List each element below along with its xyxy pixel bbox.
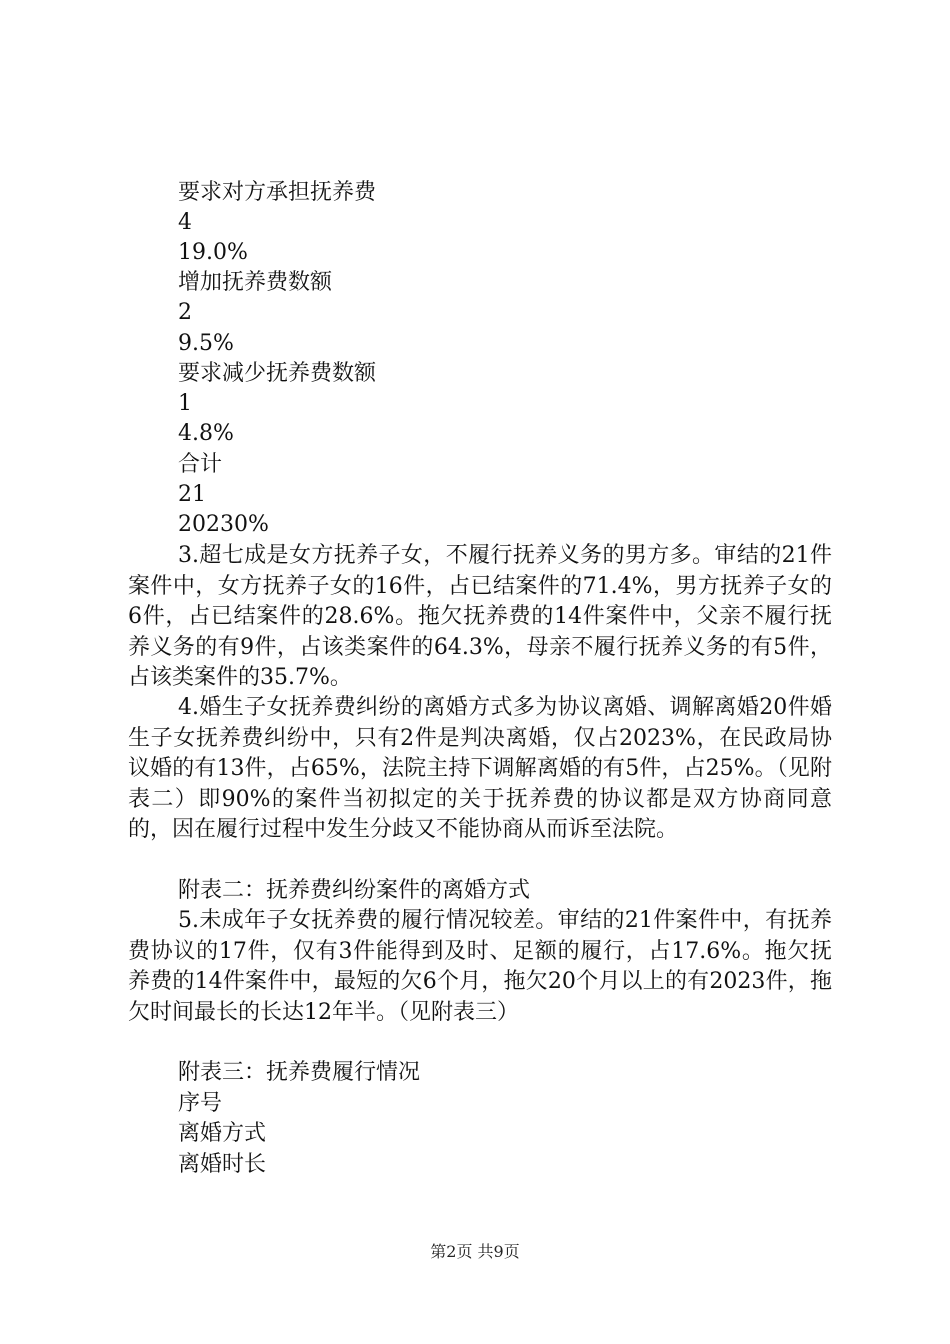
table-cell: 1 — [178, 391, 192, 416]
table-header-cell: 离婚时长 — [178, 1152, 267, 1177]
table-cell: 增加抚养费数额 — [178, 270, 333, 295]
table-2-caption: 附表二：抚养费纠纷案件的离婚方式 — [178, 878, 531, 903]
table-cell: 4.8% — [178, 421, 234, 446]
table-cell: 21 — [178, 482, 206, 507]
table-cell: 要求减少抚养费数额 — [178, 361, 377, 386]
table-header-cell: 离婚方式 — [178, 1121, 267, 1146]
paragraph-5: 5.未成年子女抚养费的履行情况较差。审结的21件案件中，有抚养费协议的17件，仅有3件能得到及时、足额的履行，占17.6%。拖欠抚养费的14件案件中，最短的欠6个月，拖欠20个月以上的有2023件，拖欠时间最长的长达12年半。（见附表三） — [128, 908, 832, 1025]
table-header-cell: 序号 — [178, 1091, 223, 1116]
table-cell: 9.5% — [178, 331, 234, 356]
table-3-caption: 附表三：抚养费履行情况 — [178, 1060, 421, 1085]
table-cell: 19.0% — [178, 240, 248, 265]
table-cell: 合计 — [178, 452, 223, 477]
table-cell: 4 — [178, 210, 192, 235]
table-cell: 20230% — [178, 512, 269, 537]
paragraph-4: 4.婚生子女抚养费纠纷的离婚方式多为协议离婚、调解离婚20件婚生子女抚养费纠纷中，只有2件是判决离婚，仅占2023%，在民政局协议婚的有13件，占65%，法院主持下调解离婚的有5件，占25%。（见附表二）即90%的案件当初拟定的关于抚养费的协议都是双方协商同意的，因在履行过程中发生分歧又不能协商从而诉至法院。 — [128, 695, 832, 842]
table-cell: 要求对方承担抚养费 — [178, 180, 377, 205]
page-footer: 第2页 共9页 — [430, 1242, 520, 1261]
paragraph-3: 3.超七成是女方抚养子女，不履行抚养义务的男方多。审结的21件案件中，女方抚养子女的16件，占已结案件的71.4%，男方抚养子女的6件，占已结案件的28.6%。拖欠抚养费的14件案件中，父亲不履行抚养义务的有9件，占该类案件的64.3%，母亲不履行抚养义务的有5件，占该类案件的35.7%。 — [128, 543, 832, 690]
table-cell: 2 — [178, 300, 192, 325]
